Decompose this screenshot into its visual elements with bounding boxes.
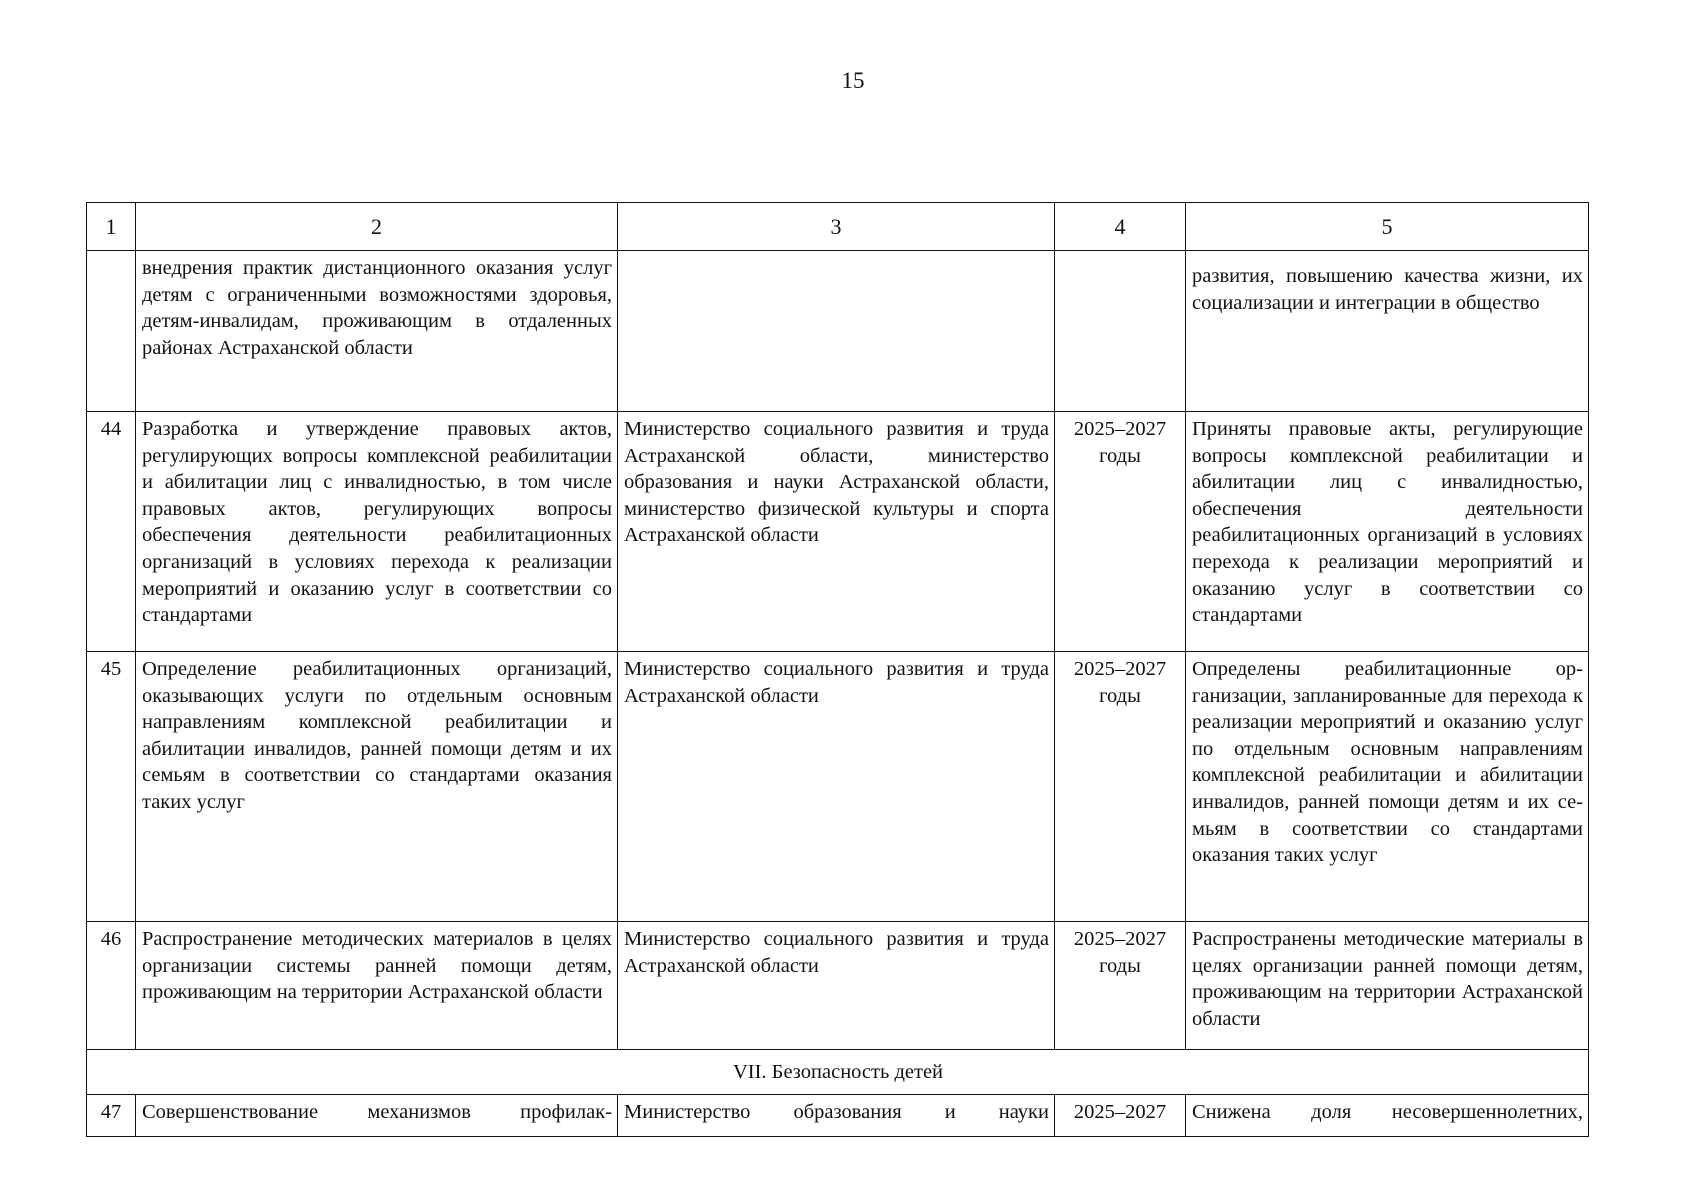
table-header-row xyxy=(87,203,1589,251)
result-cell: Приняты правовые акты, регулирующие вопросы комплексной реабилитации и абилитации лиц с инвалидностью, обеспечения деятельности реабилитационных организаций в условиях перехода к реализации мероприятий и оказанию услуг в соответствии со стандартами xyxy=(1186,412,1589,652)
period-cell xyxy=(1055,251,1186,412)
activity-cell: внедрения практик дистанционного оказания услуг детям с ограниченными возможностями здоровья, детям-инвалидам, проживающим в отдаленных районах Астраханской области xyxy=(136,251,618,412)
column-header: 2 xyxy=(136,203,618,251)
row-number: 47 xyxy=(87,1095,136,1137)
period-cell: 2025–2027 годы xyxy=(1055,922,1186,1050)
row-number: 44 xyxy=(87,412,136,652)
table-row xyxy=(87,652,1589,922)
measures-table xyxy=(86,202,1589,1137)
section-row xyxy=(87,1050,1589,1095)
column-header: 1 xyxy=(87,203,136,251)
executor-cell: Министерство образования и науки xyxy=(618,1095,1055,1137)
activity-cell: Распространение методических материалов в целях организации системы ранней помощи детям, проживающим на территории Астраханской области xyxy=(136,922,618,1050)
column-header: 3 xyxy=(618,203,1055,251)
executor-cell xyxy=(618,251,1055,412)
row-number: 46 xyxy=(87,922,136,1050)
table-row xyxy=(87,922,1589,1050)
period-cell: 2025–2027 годы xyxy=(1055,412,1186,652)
table-row xyxy=(87,412,1589,652)
result-cell: Распространены методические материалы в целях организации ранней помощи детям, проживающим на территории Астраханской области xyxy=(1186,922,1589,1050)
executor-cell: Министерство социального развития и труда Астраханской области xyxy=(618,922,1055,1050)
executor-cell: Министерство социального развития и труда Астраханской области xyxy=(618,652,1055,922)
activity-cell: Определение реабилитационных организаций, оказывающих услуги по отдельным основным направлениям комплексной реабилитации и абилитации инвалидов, ранней помощи детям и их семьям в соответствии со стандартами оказания таких услуг xyxy=(136,652,618,922)
section-title: VII. Безопасность детей xyxy=(87,1050,1589,1095)
table-row xyxy=(87,1095,1589,1137)
result-cell: Определены реабилитационные организации, запланированные для перехода к реализации мероприятий и оказанию услуг по отдельным основным направлениям комплексной реабилитации и абилитации инвалидов, ранней помощи детям и их семьям в соответствии со стандартами оказания таких услуг xyxy=(1186,652,1589,922)
period-cell: 2025–2027 годы xyxy=(1055,652,1186,922)
row-number: 45 xyxy=(87,652,136,922)
period-cell: 2025–2027 xyxy=(1055,1095,1186,1137)
page-number: 15 xyxy=(841,68,865,93)
column-header: 4 xyxy=(1055,203,1186,251)
row-number xyxy=(87,251,136,412)
result-cell: развития, повышению качества жизни, их социализации и интеграции в общество xyxy=(1186,251,1589,412)
activity-cell: Разработка и утверждение правовых актов, регулирующих вопросы комплексной реабилитации и абилитации лиц с инвалидностью, в том числе правовых актов, регулирующих вопросы обеспечения деятельности реабилитационных организаций в условиях перехода к реализации мероприятий и оказанию услуг в соответствии со стандартами xyxy=(136,412,618,652)
table-row xyxy=(87,251,1589,412)
executor-cell: Министерство социального развития и труда Астраханской области, министерство образования и науки Астраханской области, министерство физической культуры и спорта Астраханской области xyxy=(618,412,1055,652)
result-cell: Снижена доля несовершеннолетних, xyxy=(1186,1095,1589,1137)
activity-cell: Совершенствование механизмов профилак- xyxy=(136,1095,618,1137)
column-header: 5 xyxy=(1186,203,1589,251)
